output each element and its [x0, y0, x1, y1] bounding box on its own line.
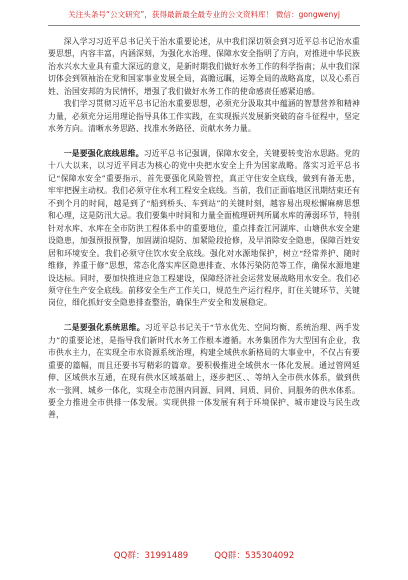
paragraph-text: 习近平总书记强调，保障水安全，关键要转变治水思路。党的十八大以来，以习近平同志为核心的党中央把水安全上升为国家战略。落实习近平总书记“保障水安全”重要指示，首先要强化风险管控，真正守住安全底线，做到有备无患，牢牢把握主动权。我们必须守住水利工程安全底线。当前，我们正面临地区汛期结束还有不到个月的时间，越是到了“船到桥头、车到站”的关键时刻，越容易出现松懈麻痹思想和心理，这是防汛大忌。我们要集中时间和力量全面梳理研判所属水库的薄弱环节，特别针对水库、水库在全市防洪工程体系中的重要地位，重点排查江河湖库、山塘供水安全建设隐患，加强预报预警，加固湖泊堤防、加紧险段抢修，及早消除安全隐患，保障百姓安居和环境安全。我们必须守住饮水安全底线。强化对水源地保护，树立“经常养护、随时维修，养重于修”思想，常态化落实库区隐患排查、水体污染防范等工作，确保水源地建设达标。同时，要加快推进应急工程建设，保障经济社会运营发展战略用水安全。我们必须守住生产安全底线。前移安全生产工作关口，规范生产运行程序，盯住关键环节、关键岗位，细化抓好安全隐患排查整治，确保生产安全和发展稳定。 [48, 149, 360, 308]
paragraph-lead: 二是要强化系统思维。 [63, 323, 145, 333]
footer-qq-group-1: QQ群：31991489 [113, 551, 189, 561]
footer-qq-group-2: QQ群：535304092 [214, 551, 295, 561]
paragraph-text: 深入学习习近平总书记关于治水重要论述，从中我们深切领会到习近平总书记治水重要思想，内容丰富，内涵深刻，为强化水治理、保障水安全指明了方向，对推进中华民族治水兴水大业具有重大深远的意义，是新时期我们做好水务工作的科学指南；从中我们深切体会到领袖治在党和国家事业发展全局，高瞻远瞩，运筹全局的战略高度，以及心系百姓、治国安邦的为民情怀，增强了我们做好水务工作的使命感责任感紧迫感。 [48, 37, 360, 96]
header-notice: 关注头条号“公文研究”，获得最新最全最专业的公文资料库！ 微信：gongwenyj [68, 10, 340, 19]
paragraph-lead: 一是要强化底线思维。 [63, 149, 144, 159]
paragraph-1 [48, 36, 360, 98]
footer-contacts [0, 549, 408, 561]
document-body [48, 36, 360, 538]
paragraph-text: 习近平总书记关于“节水优先、空间均衡、系统治理、两手发力”的重要论述，是指导我们新时代水务工作根本遵循。水务集团作为大型国有企业，我市供水主力，在实现全市水资源系统治理，构建全域供水新格局的大事业中，不仅占有要重要的篇幅，而且还要书写精彩的篇章。要积极推进全域供水一体化发展。通过管网延伸、区域供水互通，在现有供水区域基础上，逐步把区、、等纳入全市供水体系，做到供水一张网、城乡一体化，实现全市范围内同源、同网、同质、同价、同服务的供水体系。要全力推进全市供排一体发展。实现供排一体发展有利于环境保护、城市建设与民生改善， [48, 323, 360, 420]
paragraph-text: 我们学习贯彻习近平总书记治水重要思想，必须充分汲取其中蕴涵的智慧营养和精神力量，必须充分运用理论指导具体工作实践，在实现振兴发展新突破的奋斗征程中，坚定水务方向。清晰水务思路、找准水务路径、贡献水务力量。 [48, 99, 360, 134]
paragraph-2 [48, 98, 360, 135]
header-divider [48, 25, 360, 26]
paragraph-3 [48, 148, 360, 310]
paragraph-4 [48, 322, 360, 422]
